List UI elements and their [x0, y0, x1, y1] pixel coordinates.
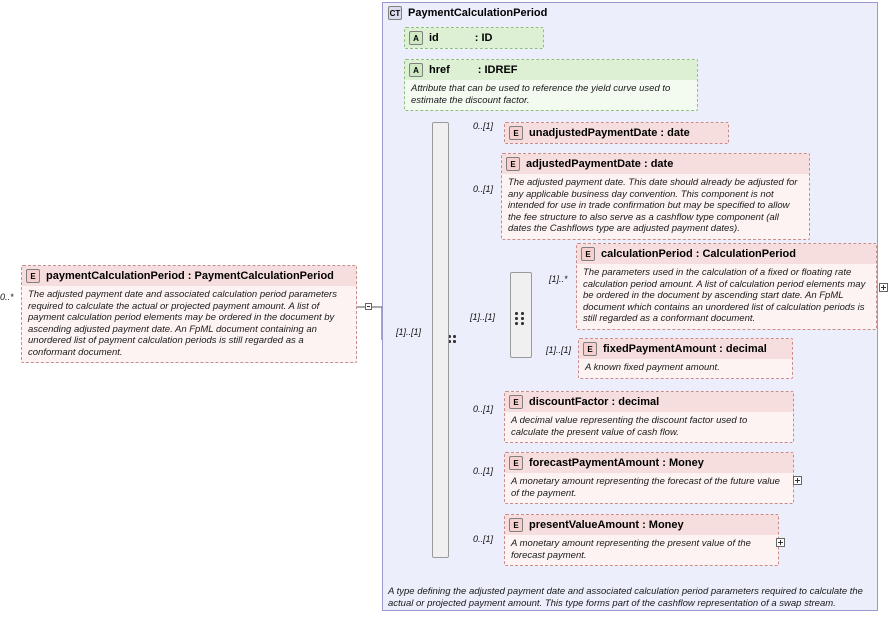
element-forecastpaymentamount-cardinality: 0..[1]	[473, 466, 494, 476]
attribute-id-header	[405, 28, 543, 48]
root-element-description: The adjusted payment date and associated calculation period parameters required to calculate the actual or projected payment amount. A list of payment calculation period elements may be ordered in the document by ascending adjusted payment date. An FpML document containing an unordered list of payment calculation periods is still regarded as a conformant document.	[28, 289, 337, 358]
element-presentvalueamount-description: A monetary amount representing the present value of the forecast payment.	[511, 538, 751, 561]
attribute-id-box[interactable]	[404, 27, 544, 49]
root-element-header	[22, 266, 356, 286]
element-discountfactor-title: discountFactor : decimal	[529, 396, 660, 408]
root-element-title: paymentCalculationPeriod : PaymentCalculationPeriod	[46, 270, 334, 282]
root-element-box[interactable]	[21, 265, 357, 363]
element-adjustedpaymentdate-header	[502, 154, 809, 174]
element-presentvalueamount-box[interactable]	[504, 514, 779, 566]
complextype-title: PaymentCalculationPeriod	[408, 7, 548, 19]
root-cardinality: 0..*	[0, 292, 14, 302]
attribute-href-type: : IDREF	[477, 64, 518, 76]
element-badge-icon: E	[583, 342, 597, 356]
element-forecastpaymentamount-box[interactable]	[504, 452, 794, 504]
choice-connector-icon[interactable]	[513, 308, 529, 330]
complextype-label	[388, 6, 547, 20]
element-forecastpaymentamount-header	[505, 453, 793, 473]
element-fixedpaymentamount-box[interactable]	[578, 338, 793, 379]
element-badge-icon: E	[506, 157, 520, 171]
root-expand-stub[interactable]	[365, 303, 372, 310]
sequence-bar	[432, 122, 449, 558]
element-badge-icon: E	[509, 456, 523, 470]
element-forecastpaymentamount-expand-icon[interactable]	[793, 476, 802, 485]
element-calculationperiod-box[interactable]	[576, 243, 877, 330]
element-unadjustedpaymentdate-header	[505, 123, 728, 143]
complextype-badge-icon: CT	[388, 6, 402, 20]
sequence-cardinality: [1]..[1]	[396, 327, 422, 337]
attribute-href-description: Attribute that can be used to reference the yield curve used to estimate the discount factor.	[411, 83, 671, 106]
element-fixedpaymentamount-title: fixedPaymentAmount : decimal	[603, 343, 767, 355]
element-calculationperiod-title: calculationPeriod : CalculationPeriod	[601, 248, 796, 260]
element-discountfactor-box[interactable]	[504, 391, 794, 443]
element-presentvalueamount-title: presentValueAmount : Money	[529, 519, 684, 531]
element-discountfactor-cardinality: 0..[1]	[473, 404, 494, 414]
element-discountfactor-description: A decimal value representing the discount factor used to calculate the present value of cash flow.	[511, 415, 748, 438]
element-adjustedpaymentdate-box[interactable]	[501, 153, 810, 240]
attribute-href-header	[405, 60, 697, 80]
element-adjustedpaymentdate-cardinality: 0..[1]	[473, 184, 494, 194]
element-unadjustedpaymentdate-cardinality: 0..[1]	[473, 121, 494, 131]
element-discountfactor-header	[505, 392, 793, 412]
element-calculationperiod-cardinality: [1]..*	[549, 274, 568, 284]
attribute-href-box[interactable]	[404, 59, 698, 111]
element-forecastpaymentamount-description: A monetary amount representing the forecast of the future value of the payment.	[511, 476, 780, 499]
element-badge-icon: E	[509, 395, 523, 409]
element-fixedpaymentamount-description: A known fixed payment amount.	[585, 362, 720, 373]
element-fixedpaymentamount-header	[579, 339, 792, 359]
element-badge-icon: E	[509, 126, 523, 140]
attribute-badge-icon: A	[409, 63, 423, 77]
element-adjustedpaymentdate-title: adjustedPaymentDate : date	[526, 158, 674, 170]
attribute-id-type: : ID	[474, 32, 493, 44]
element-unadjustedpaymentdate-box[interactable]	[504, 122, 729, 144]
element-fixedpaymentamount-cardinality: [1]..[1]	[546, 345, 572, 355]
element-adjustedpaymentdate-description: The adjusted payment date. This date should already be adjusted for any applicable business day convention. This component is not intended for use in trade confirmation but may be specified to allow the fee structure to also serve as a cashflow type component (all dates the Cashflows type are adjusted payment dates).	[508, 177, 798, 234]
attribute-href-name: href	[429, 64, 450, 76]
complextype-footer-description: A type defining the adjusted payment date and associated calculation period parameters required to calculate the actual or projected payment amount. This type forms part of the cashflow representation of a swap stream.	[388, 586, 863, 609]
element-presentvalueamount-cardinality: 0..[1]	[473, 534, 494, 544]
element-presentvalueamount-header	[505, 515, 778, 535]
choice-cardinality: [1]..[1]	[470, 312, 496, 322]
attribute-id-name: id	[429, 32, 439, 44]
element-badge-icon: E	[26, 269, 40, 283]
element-forecastpaymentamount-title: forecastPaymentAmount : Money	[529, 457, 704, 469]
element-presentvalueamount-expand-icon[interactable]	[776, 538, 785, 547]
element-calculationperiod-header	[577, 244, 876, 264]
element-calculationperiod-expand-icon[interactable]	[879, 283, 888, 292]
element-calculationperiod-description: The parameters used in the calculation of a fixed or floating rate calculation period amount. A list of calculation period elements may be ordered in the document by ascending start date. An FpML document which contains an unordered list of calculation periods is still regarded as a conformant document.	[583, 267, 866, 324]
attribute-badge-icon: A	[409, 31, 423, 45]
element-badge-icon: E	[581, 247, 595, 261]
element-unadjustedpaymentdate-title: unadjustedPaymentDate : date	[529, 127, 690, 139]
element-badge-icon: E	[509, 518, 523, 532]
